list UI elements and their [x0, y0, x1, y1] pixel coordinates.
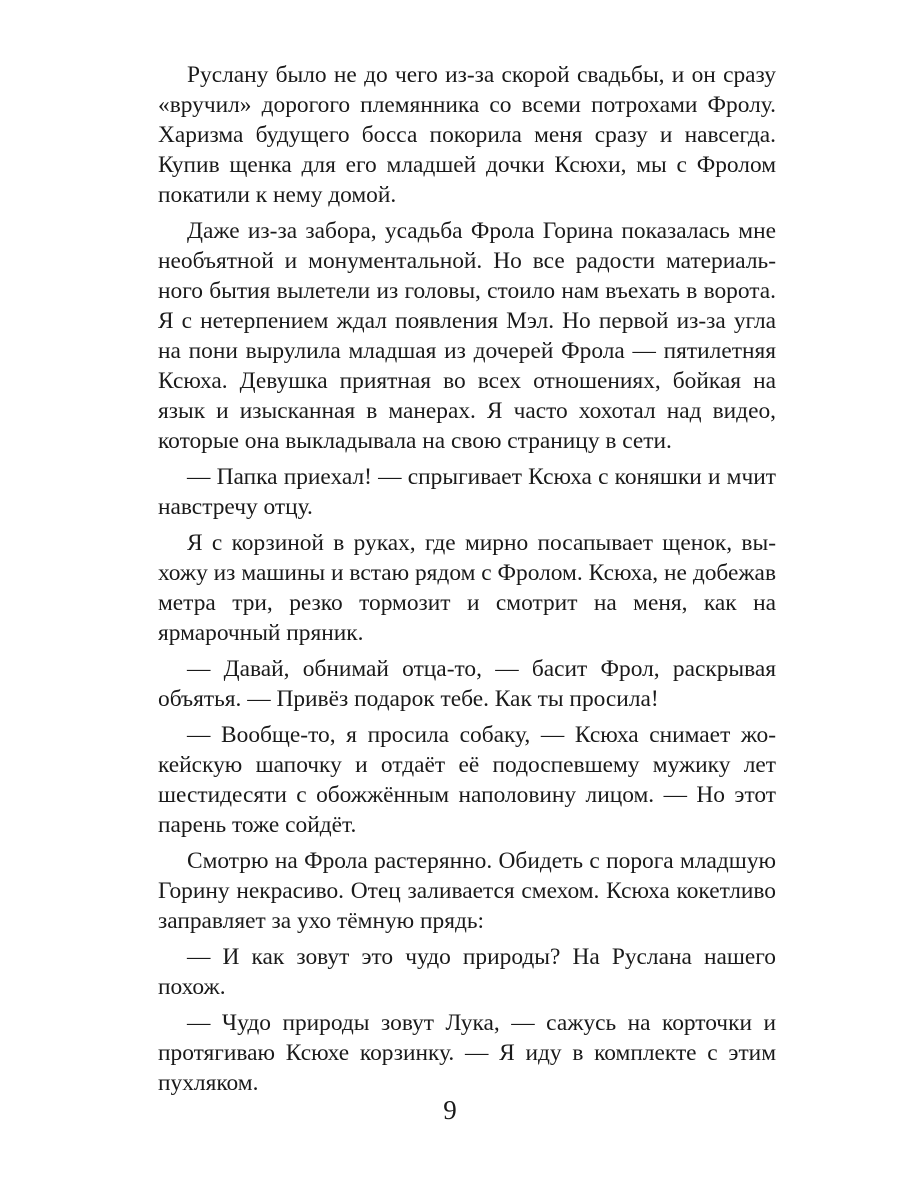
paragraph: — И как зовут это чудо природы? На Руслана нашего похож. [158, 944, 776, 1000]
page-number: 9 [443, 1095, 457, 1125]
paragraph: — Давай, обнимай отца-то, — басит Фрол, раскрывая объятья. — Привёз подарок тебе. Как ты просила! [158, 656, 776, 712]
paragraph: — Папка приехал! — спрыгивает Ксюха с коняшки и мчит навстречу отцу. [158, 464, 776, 520]
paragraph: — Вообще-то, я просила собаку, — Ксюха снимает жокейскую шапочку и отдаёт её подоспевшему мужику лет шестидесяти с обожжённым наполовину лицом. — Но этот парень тоже сойдёт. [158, 722, 776, 838]
paragraph: Смотрю на Фрола растерянно. Обидеть с порога младшую Горину некрасиво. Отец заливается смехом. Ксюха кокетливо заправляет за ухо тёмную прядь: [158, 848, 776, 934]
book-page-text [158, 60, 776, 1104]
paragraph: Руслану было не до чего из-за скорой свадьбы, и он сразу «вручил» дорогого племянника со всеми потрохами Фролу. Харизма будущего босса покорила меня сразу и навсегда. Купив щенка для его младшей дочки Ксюхи, мы с Фролом покатили к нему домой. [158, 62, 776, 208]
paragraph: — Чудо природы зовут Лука, — сажусь на корточки и протягиваю Ксюхе корзинку. — Я иду в комплекте с этим пухляком. [158, 1010, 776, 1096]
paragraph: Я с корзиной в руках, где мирно посапывает щенок, выхожу из машины и встаю рядом с Фролом. Ксюха, не добежав метра три, резко тормозит и смотрит на меня, как на ярмарочный пряник. [158, 530, 776, 646]
paragraph: Даже из-за забора, усадьба Фрола Горина показалась мне необъятной и монументальной. Но все радости материального бытия вылетели из головы, стоило нам въехать в ворота. Я с нетерпением ждал появления Мэл. Но первой из-за угла на пони вырулила младшая из дочерей Фрола — пятилетняя Ксюха. Девушка приятная во всех отношениях, бойкая на язык и изысканная в манерах. Я часто хохотал над видео, которые она выкладывала на свою страницу в сети. [158, 218, 776, 454]
